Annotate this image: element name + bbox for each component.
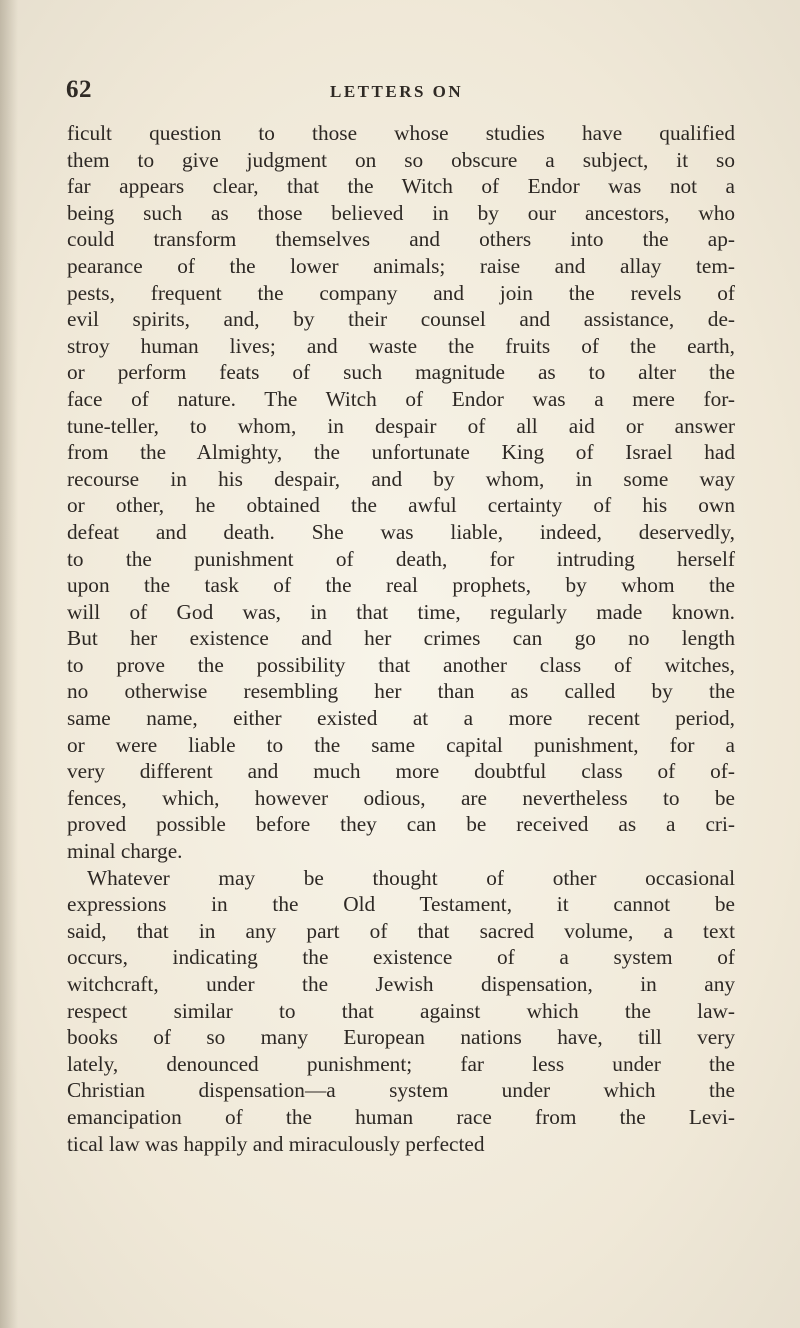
text-line: expressions in the Old Testament, it cannot be [67,892,735,917]
text-line: same name, either existed at a more recent period, [67,706,735,731]
text-line: far appears clear, that the Witch of Endor was not a [67,174,735,199]
text-line: books of so many European nations have, till very [67,1025,735,1050]
text-line: pests, frequent the company and join the revels of [67,280,735,305]
text-line: lately, denounced punishment; far less under the [67,1051,735,1076]
text-line: Whatever may be thought of other occasional [87,865,735,890]
text-line: occurs, indicating the existence of a system of [67,945,735,970]
text-line: respect similar to that against which the law- [67,998,735,1023]
text-line: being such as those believed in by our ancestors, who [67,200,735,225]
text-line: to prove the possibility that another class of witches, [67,652,735,677]
text-line: them to give judgment on so obscure a subject, it so [67,147,735,172]
text-line: ficult question to those whose studies have qualified [67,121,735,145]
text-line: Christian dispensation—a system under which the [67,1078,735,1103]
text-line: tical law was happily and miraculously perfected [67,1131,485,1156]
text-line: stroy human lives; and waste the fruits of the earth, [67,333,735,358]
page-number: 62 [66,76,92,103]
running-title: LETTERS ON [330,82,464,101]
text-line: defeat and death. She was liable, indeed, deservedly, [67,519,735,544]
page-gutter-shadow [0,0,18,1328]
text-line: upon the task of the real prophets, by whom the [67,573,735,598]
text-line: fences, which, however odious, are nevertheless to be [67,785,735,810]
text-line: recourse in his despair, and by whom, in some way [67,466,735,491]
text-line: evil spirits, and, by their counsel and assistance, de- [67,307,735,332]
text-line: proved possible before they can be received as a cri- [67,812,735,837]
text-line: tune-teller, to whom, in despair of all aid or answer [67,413,735,438]
text-line: witchcraft, under the Jewish dispensation, in any [67,972,735,996]
text-line: But her existence and her crimes can go no length [67,626,735,651]
text-line: face of nature. The Witch of Endor was a mere for- [67,386,735,411]
text-line: will of God was, in that time, regularly made known. [67,599,735,624]
text-line: could transform themselves and others into the ap- [67,227,735,252]
text-line: or perform feats of such magnitude as to alter the [67,360,735,385]
text-line: emancipation of the human race from the Levi- [67,1104,735,1129]
text-line: to the punishment of death, for intruding herself [67,546,735,571]
text-line: said, that in any part of that sacred volume, a text [67,918,735,943]
text-line: or other, he obtained the awful certainty of his own [67,493,735,518]
text-line: very different and much more doubtful class of of- [67,759,735,784]
text-line: minal charge. [67,839,183,864]
body-text [67,120,735,1157]
text-line: or were liable to the same capital punishment, for a [67,732,735,757]
text-line: pearance of the lower animals; raise and allay tem- [67,253,735,278]
text-line: no otherwise resembling her than as called by the [67,679,735,704]
text-line: from the Almighty, the unfortunate King of Israel had [67,440,735,465]
